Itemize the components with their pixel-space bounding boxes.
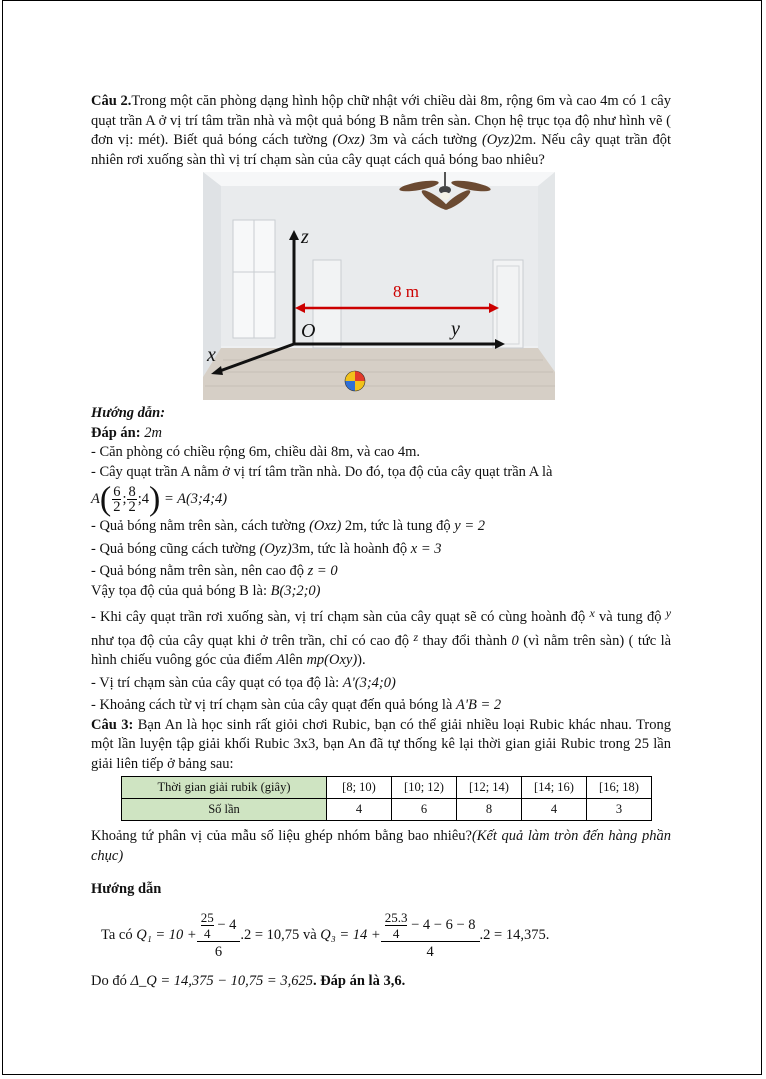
question-2-label: Câu 2. [91, 93, 132, 109]
guide-line-3: - Quả bóng nằm trên sàn, cách tường (Oxz) 2m, tức là tung độ y = 2 [91, 518, 485, 534]
answer-line: Đáp án: 2m [91, 424, 162, 441]
q1-fraction: $\frac{\frac{25}{4} - 4}{6}$ [197, 910, 241, 962]
quartile-formula: Ta có Q₁ = 10 + $\frac{\frac{25}{4} - 4}{6}$ .2 = 10,75 và Q₃ = 14 + $\frac{\frac{25.3}{4} - 4 - 6 - 8}{4}$ .2 = 14,375. [101, 909, 550, 960]
guide-line-5: - Quả bóng nằm trên sàn, nên cao độ z = 0 [91, 563, 338, 579]
table-cell: [16; 18) [587, 777, 652, 799]
table-cell: 4 [522, 799, 587, 821]
question-3: Câu 3: Bạn An là học sinh rất giỏi chơi Rubic, bạn có thể giải nhiều loại Rubic khác nhau. Trong một lần luyện tập giải khối Rubic 3x3, bạn An đã tự thống kê lại thời gian giải Rubic trong 25 lần giải liên tiếp ở bảng sau: [91, 716, 671, 772]
table-row [122, 799, 652, 821]
rubik-time-table [121, 776, 652, 821]
axis-x-label: x [207, 344, 216, 366]
guide-line-2: - Cây quạt trần A nằm ở vị trí tâm trần nhà. Do đó, tọa độ của cây quạt trần A là [91, 463, 553, 480]
table-cell: [8; 10) [327, 777, 392, 799]
document-content [91, 92, 671, 991]
guide-heading: Hướng dẫn: [91, 405, 166, 421]
guide-line-4: - Quả bóng cũng cách tường (Oyz)3m, tức là hoành độ x = 3 [91, 540, 442, 557]
table-cell: 6 [392, 799, 457, 821]
table-cell: [14; 16) [522, 777, 587, 799]
conclusion-line: Do đó Δ_Q = 14,375 − 10,75 = 3,625. Đáp án là 3,6. [91, 972, 406, 989]
fan-coordinate: A( $\frac{6}{2}$ ; $\frac{8}{2}$ ;4) = A(3;4;4) [91, 480, 228, 518]
table-cell: 8 [457, 799, 522, 821]
q3-fraction: $\frac{\frac{25.3}{4} - 4 - 6 - 8}{4}$ [381, 910, 480, 962]
table-cell: 3 [587, 799, 652, 821]
axis-z-label: z [301, 226, 309, 248]
question-2: Câu 2.Trong một căn phòng dạng hình hộp chữ nhật với chiều dài 8m, rộng 6m và cao 4m có 1 cây quạt trần A ở vị trí tâm trần nhà và một quả bóng B nằm trên sàn. Chọn hệ trục tọa độ như hình vẽ ( đơn vị: mét). Biết quả bóng cách tường (Oxz) 3m và cách tường (Oyz)2m. Nếu cây quạt trần đột nhiên rơi xuống sàn thì vị trí chạm sàn của cây quạt cách quả bóng bao nhiêu? [91, 93, 672, 168]
table-row [122, 777, 652, 799]
origin-label: O [301, 320, 316, 342]
table-row-header: Thời gian giải rubik (giây) [122, 777, 327, 799]
guide-line-7: - Khi cây quạt trần rơi xuống sàn, vị trí chạm sàn của cây quạt sẽ có cùng hoành độ $^x$ và tung độ $^y$ như tọa độ của cây quạt khi ở trên trần, chỉ có cao độ $^z$ thay đổi thành 0 (vì nằm trên sàn) ( tức là hình chiếu vuông góc của điểm Alên mp(Oxy)). [91, 606, 672, 668]
length-label: 8 m [393, 282, 419, 301]
room-illustration [203, 172, 555, 400]
guide-line-1: - Căn phòng có chiều rộng 6m, chiều dài 8m, và cao 4m. [91, 444, 420, 460]
guide-line-6: Vậy tọa độ của quả bóng B là: B(3;2;0) [91, 582, 321, 599]
table-cell: 4 [327, 799, 392, 821]
table-cell: [12; 14) [457, 777, 522, 799]
guide-line-8: - Vị trí chạm sàn của cây quạt có tọa độ là: A'(3;4;0) [91, 674, 396, 691]
q3-guide-heading: Hướng dẫn [91, 881, 162, 897]
table-cell: [10; 12) [392, 777, 457, 799]
room-figure [203, 172, 555, 400]
question-3-prompt: Khoảng tứ phân vị của mẫu số liệu ghép nhóm bằng bao nhiêu?(Kết quả làm tròn đến hàng phần chục) [91, 828, 671, 864]
guide-line-9: - Khoảng cách từ vị trí chạm sàn của cây quạt đến quả bóng là A'B = 2 [91, 697, 502, 713]
table-row-header: Số lần [122, 799, 327, 821]
axis-y-label: y [451, 318, 460, 340]
